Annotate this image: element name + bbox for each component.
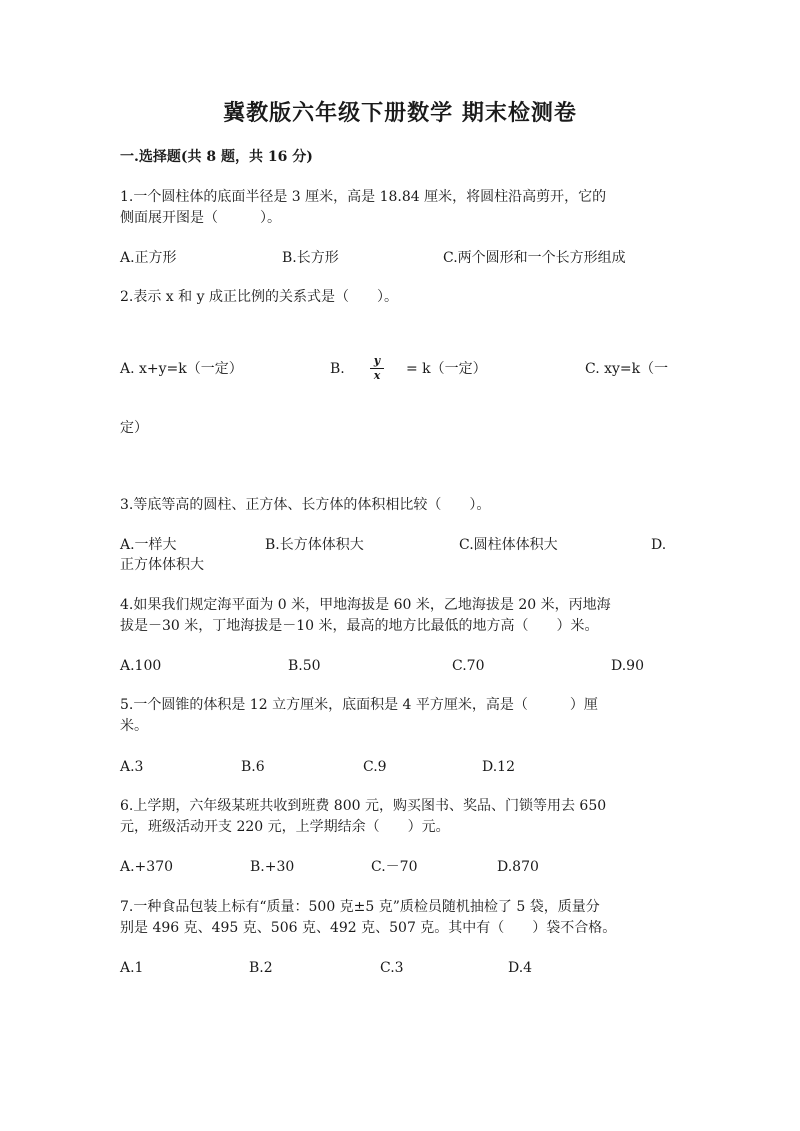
question-5-line-2: 米。 xyxy=(120,718,148,734)
question-4-option-c: C.70 xyxy=(452,658,485,674)
question-6-option-b: B.+30 xyxy=(250,859,295,875)
question-5-option-b: B.6 xyxy=(241,759,265,775)
question-2-option-c-wrap: 定） xyxy=(120,420,148,436)
question-1-line-2: 侧面展开图是（ ）。 xyxy=(120,210,281,226)
question-4-option-b: B.50 xyxy=(288,658,321,674)
fraction-numerator: y xyxy=(373,354,381,367)
question-6-option-c: C.－70 xyxy=(371,859,418,875)
question-2-option-b-text: = k（一定） xyxy=(406,361,487,377)
question-6-option-d: D.870 xyxy=(497,859,539,875)
question-7-option-d: D.4 xyxy=(508,960,533,976)
question-1-option-a: A.正方形 xyxy=(120,250,177,266)
question-3-option-a: A.一样大 xyxy=(120,537,177,553)
question-4-line-2: 拔是－30 米，丁地海拔是－10 米，最高的地方比最低的地方高（ ）米。 xyxy=(120,618,599,634)
fraction-y-over-x xyxy=(370,355,384,382)
question-4-line-1: 4.如果我们规定海平面为 0 米，甲地海拔是 60 米，乙地海拔是 20 米，丙地海 xyxy=(120,597,611,613)
question-3-option-c: C.圆柱体体积大 xyxy=(459,537,558,553)
question-7-option-b: B.2 xyxy=(249,960,273,976)
question-1-option-c: C.两个圆形和一个长方形组成 xyxy=(443,250,626,266)
question-5-option-a: A.3 xyxy=(120,759,144,775)
question-2-option-a: A. x+y=k（一定） xyxy=(120,361,243,377)
question-5-line-1: 5.一个圆锥的体积是 12 立方厘米，底面积是 4 平方厘米，高是（ ）厘 xyxy=(120,697,598,713)
question-1-line-1: 1.一个圆柱体的底面半径是 3 厘米，高是 18.84 厘米，将圆柱沿高剪开，它的 xyxy=(120,189,607,205)
question-2-option-c: C. xy=k（一 xyxy=(585,361,669,377)
question-4-option-d: D.90 xyxy=(611,658,644,674)
question-6-line-1: 6.上学期，六年级某班共收到班费 800 元，购买图书、奖品、门锁等用去 650 xyxy=(120,798,607,814)
question-7-option-c: C.3 xyxy=(380,960,404,976)
question-5-option-d: D.12 xyxy=(482,759,515,775)
section-heading: 一.选择题(共 8 题，共 16 分) xyxy=(120,149,313,165)
question-4-option-a: A.100 xyxy=(120,658,162,674)
question-3-option-d-wrap: 正方体体积大 xyxy=(120,557,204,573)
question-3-option-d: D. xyxy=(651,537,667,553)
question-7-line-2: 别是 496 克、495 克、506 克、492 克、507 克。其中有（ ）袋不合格。 xyxy=(120,920,617,936)
question-3-option-b: B.长方体体积大 xyxy=(265,537,364,553)
question-2-option-b-label: B. xyxy=(330,361,345,377)
question-7-option-a: A.1 xyxy=(120,960,144,976)
question-1-option-b: B.长方形 xyxy=(282,250,339,266)
question-5-option-c: C.9 xyxy=(363,759,387,775)
question-2-line-1: 2.表示 x 和 y 成正比例的关系式是（ ）。 xyxy=(120,289,398,305)
question-7-line-1: 7.一种食品包装上标有“质量：500 克±5 克”质检员随机抽检了 5 袋，质量分 xyxy=(120,899,600,915)
question-6-option-a: A.+370 xyxy=(120,859,174,875)
page-title: 冀教版六年级下册数学 期末检测卷 xyxy=(223,100,577,126)
question-3-line-1: 3.等底等高的圆柱、正方体、长方体的体积相比较（ ）。 xyxy=(120,497,491,513)
fraction-denominator: x xyxy=(373,369,381,382)
question-6-line-2: 元，班级活动开支 220 元，上学期结余（ ）元。 xyxy=(120,819,450,835)
